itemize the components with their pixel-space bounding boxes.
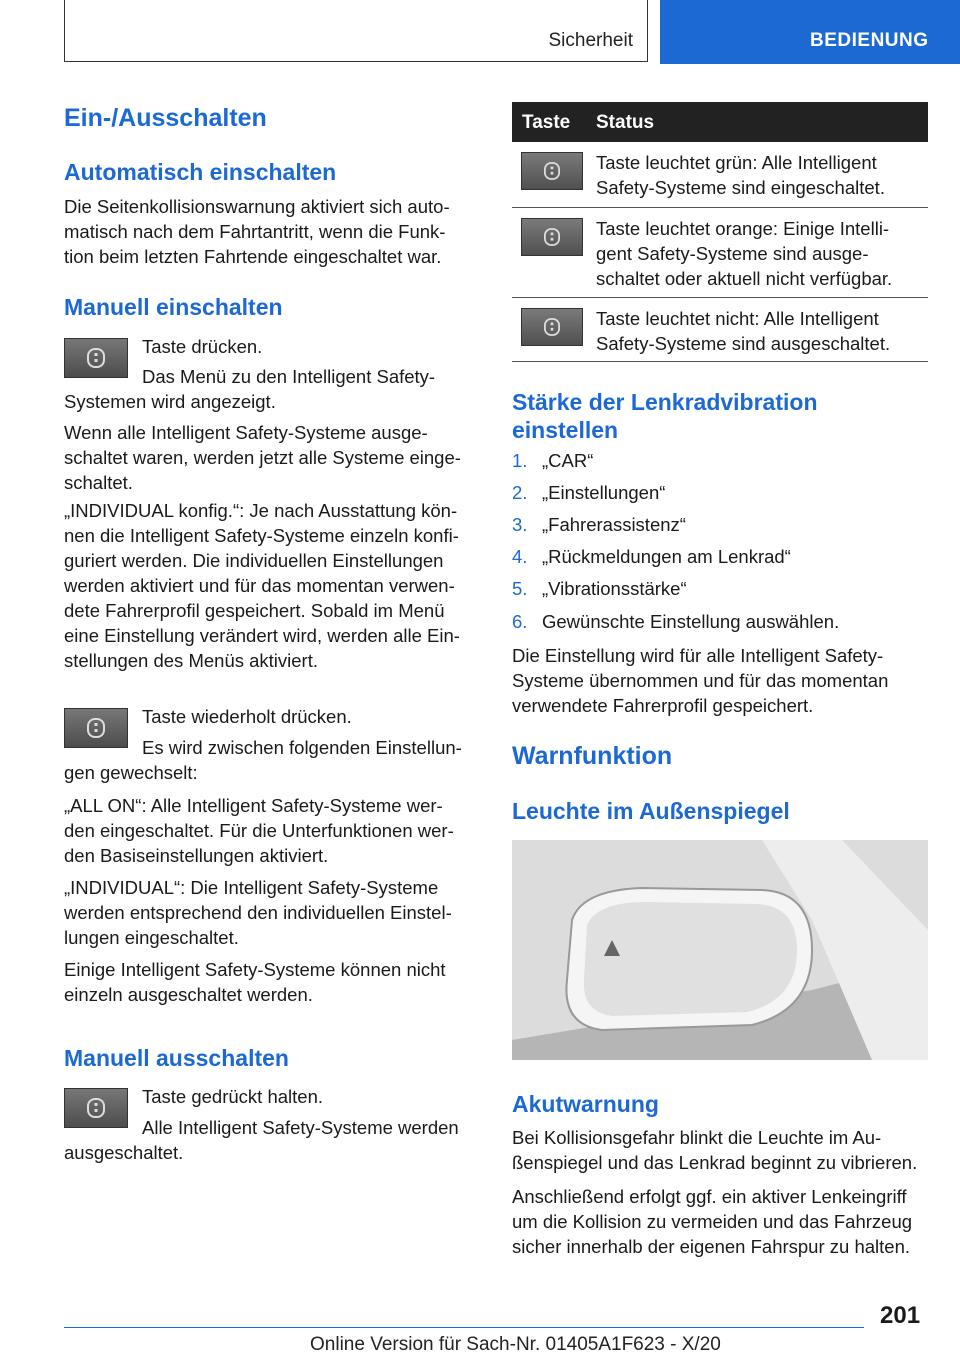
list-item-text: „Fahrerassistenz“ [542, 514, 686, 535]
table-key-icon-orange [521, 218, 583, 256]
header-section-title: Sicherheit [548, 30, 633, 51]
list-item-number: 6. [512, 611, 528, 632]
paragraph-setting: Die Einstellung wird für alle Intelligent Safety- Systeme übernommen und für das momentan verwendete Fahrerprofil gespeichert. [512, 645, 889, 716]
table-row-status: Taste leuchtet nicht: Alle Intelligent Safety-Systeme sind ausgeschaltet. [596, 308, 891, 354]
text-hold: Taste gedrückt halten. [142, 1086, 323, 1107]
text-menu-line2: Systemen wird angezeigt. [64, 391, 276, 412]
text-press-again: Taste wiederholt drücken. [142, 706, 352, 727]
table-key-icon-off [521, 308, 583, 346]
list-item-text: „Vibrationsstärke“ [542, 578, 687, 599]
text-press: Taste drücken. [142, 336, 263, 357]
heading-mirror-light: Leuchte im Außenspiegel [512, 798, 790, 824]
heading-vibration: Stärke der Lenkradvibration einstellen [512, 389, 818, 443]
list-item-number: 3. [512, 514, 528, 535]
footer-text: Online Version für Sach-Nr. 01405A1F623 - X/20 [310, 1334, 721, 1355]
paragraph-some-systems: Einige Intelligent Safety-Systeme können nicht einzeln ausgeschaltet werden. [64, 959, 446, 1005]
list-item-text: „Rückmeldungen am Lenkrad“ [542, 546, 791, 567]
safety-button-icon [544, 318, 560, 336]
text-menu-line1: Das Menü zu den Intelligent Safety- [142, 366, 436, 387]
footer-divider [64, 1327, 864, 1328]
heading-auto-on: Automatisch einschalten [64, 159, 337, 185]
table-row-divider [512, 361, 928, 362]
safety-button-image [64, 708, 128, 748]
paragraph-auto-on: Die Seitenkollisionswarnung aktiviert sich auto- matisch nach dem Fahrtantritt, wenn die Funk- tion beim letzten Fahrtende eingeschaltet war. [64, 196, 450, 267]
list-item-text: „CAR“ [542, 450, 594, 471]
table-row-divider [512, 297, 928, 298]
safety-button-image [64, 338, 128, 378]
safety-button-image [64, 1088, 128, 1128]
paragraph-all-on: „ALL ON“: Alle Intelligent Safety-Systeme wer- den eingeschaltet. Für die Unterfunktionen wer- den Basiseinstellungen aktiviert. [64, 795, 454, 866]
list-item-number: 4. [512, 546, 528, 567]
page-number: 201 [880, 1302, 921, 1329]
table-col-key: Taste [522, 112, 571, 133]
safety-button-icon [544, 162, 560, 180]
table-row-status: Taste leuchtet orange: Einige Intelli- gent Safety-Systeme sind ausge- schaltet oder aktuell nicht verfügbar. [596, 218, 893, 289]
header-section-box [64, 0, 648, 62]
side-mirror-drawing [512, 840, 928, 1060]
heading-warning-function: Warnfunktion [512, 742, 673, 770]
page-heading: Ein-/Ausschalten [64, 104, 267, 132]
safety-button-icon [87, 718, 105, 738]
list-item-text: Gewünschte Einstellung auswählen. [542, 611, 840, 632]
paragraph-acute: Bei Kollisionsgefahr blinkt die Leuchte im Au- ßenspiegel und das Lenkrad beginnt zu vibrieren. [512, 1127, 918, 1173]
text-switch-line2: gen gewechselt: [64, 762, 198, 783]
mirror-illustration [512, 840, 928, 1060]
safety-button-icon [87, 1098, 105, 1118]
paragraph-after: Anschließend erfolgt ggf. ein aktiver Lenkeingriff um die Kollision zu vermeiden und das Fahrzeug sicher innerhalb der eigenen Fahrspur zu halten. [512, 1186, 913, 1257]
list-item-number: 5. [512, 578, 528, 599]
table-header [512, 102, 928, 142]
paragraph-individual: „INDIVIDUAL“: Die Intelligent Safety-Systeme werden entsprechend den individuellen Einstel- lungen eingeschaltet. [64, 877, 452, 948]
table-col-status: Status [596, 112, 655, 133]
paragraph-individual-config: „INDIVIDUAL konfig.“: Je nach Ausstattung kön- nen die Intelligent Safety-Systeme einzeln konfi- guriert werden. Die individuellen Einstellungen werden aktiviert und für das momentan verwen- dete Fahrerprofil gespeichert. Sobald im Menü eine Einstellung verändert wird, werden alle Ein- stellungen des Menüs aktiviert. [64, 500, 460, 671]
heading-acute-warning: Akutwarnung [512, 1091, 659, 1117]
safety-button-icon [544, 228, 560, 246]
list-item-number: 1. [512, 450, 528, 471]
heading-manual-off: Manuell ausschalten [64, 1045, 289, 1071]
safety-button-icon [87, 348, 105, 368]
paragraph-all-off: Wenn alle Intelligent Safety-Systeme ausge- schaltet waren, werden jetzt alle Systeme einge- schaltet. [64, 422, 461, 493]
list-item-text: „Einstellungen“ [542, 482, 666, 503]
text-all-off-result-line1: Alle Intelligent Safety-Systeme werden [142, 1117, 459, 1138]
table-row-divider [512, 207, 928, 208]
table-key-icon-green [521, 152, 583, 190]
text-switch-line1: Es wird zwischen folgenden Einstellun- [142, 737, 462, 758]
header-chapter-title: BEDIENUNG [810, 30, 929, 51]
heading-manual-on: Manuell einschalten [64, 294, 283, 320]
list-item-number: 2. [512, 482, 528, 503]
table-row-status: Taste leuchtet grün: Alle Intelligent Safety-Systeme sind eingeschaltet. [596, 152, 885, 198]
text-all-off-result-line2: ausgeschaltet. [64, 1142, 184, 1163]
